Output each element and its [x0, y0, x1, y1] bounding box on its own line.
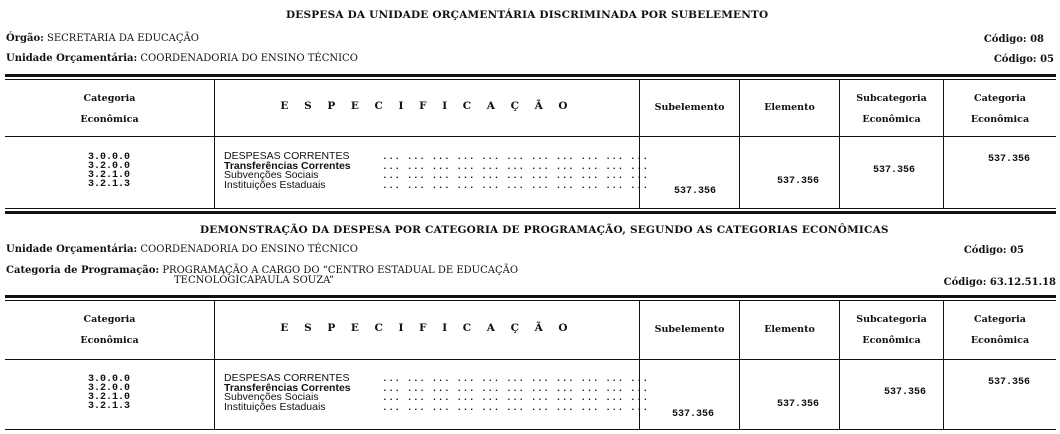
orgao-line [6, 33, 199, 44]
unidade-code-2: Código: 05 [963, 245, 1024, 256]
section2-title: DEMONSTRAÇÃO DA DESPESA POR CATEGORIA DE PROGRAMAÇÃO, SEGUNDO AS CATEGORIAS ECONÔMICAS [200, 224, 889, 236]
table2-header-categoria [5, 314, 214, 346]
table2-divider [214, 301, 215, 429]
code-cell: 3.2.0.0 [88, 383, 131, 394]
code-cell: 3.2.1.3 [88, 401, 131, 412]
table2-dot-leaders: ... ... ... ... ... ... ... ... ... ... ... ... ... ... ... ... ... ... ... ... ... ... ... ... ... ... ... ... ... ... ... ... ... ... ... ... ... ... ... ... ... ... ... ... [382, 373, 649, 413]
unidade-value: COORDENADORIA DO ENSINO TÉCNICO [140, 53, 358, 64]
categoria-programacao-value-1: PROGRAMAÇÃO A CARGO DO “CENTRO ESTADUAL DE EDUCAÇÃO [162, 265, 519, 276]
unidade-line-2 [6, 244, 358, 255]
table2-elemento-value: 537.356 [777, 399, 820, 410]
unidade-value-2: COORDENADORIA DO ENSINO TÉCNICO [140, 244, 358, 255]
table2-divider [739, 301, 740, 429]
table2-header-especificacao: E S P E C I F I C A Ç Ã O [280, 322, 574, 334]
table1-top-rule [5, 74, 1056, 77]
table1-dot-leaders: ... ... ... ... ... ... ... ... ... ... ... ... ... ... ... ... ... ... ... ... ... ... ... ... ... ... ... ... ... ... ... ... ... ... ... ... ... ... ... ... ... ... ... ... [382, 151, 649, 191]
table1-categoria-value: 537.356 [988, 154, 1031, 165]
table2-categoria-value: 537.356 [988, 377, 1031, 388]
table2-header-subelemento: Subelemento [654, 324, 725, 335]
table1-header-rule [5, 136, 1056, 137]
code-cell: 3.2.1.0 [88, 392, 131, 403]
table1-codes [88, 153, 130, 189]
header-text: Econômica [80, 335, 139, 346]
header-text: Categoria [974, 93, 1026, 104]
table1-subcategoria-value: 537.356 [873, 165, 916, 176]
section1-title: DESPESA DA UNIDADE ORÇAMENTÁRIA DISCRIMINADA POR SUBELEMENTO [286, 9, 769, 21]
categoria-programacao-label: Categoria de Programação: [6, 265, 160, 276]
categoria-programacao-value-2: TECNOLÓGICAPAULA SOUZA” [174, 275, 335, 286]
table2-descriptions [224, 374, 351, 412]
table1-top-rule-thin [5, 79, 1056, 80]
desc-cell: DESPESAS CORRENTES [224, 150, 350, 162]
code-cell: 3.2.1.3 [88, 179, 131, 190]
categoria-programacao-code: Código: 63.12.51.18 [943, 277, 1056, 288]
header-text: Econômica [970, 335, 1030, 346]
header-text: Categoria [83, 93, 136, 104]
table1-header-elemento: Elemento [764, 102, 815, 113]
table1-header-especificacao: E S P E C I F I C A Ç Ã O [280, 100, 574, 112]
header-text: Categoria [83, 314, 136, 325]
unidade-code: Código: 05 [993, 54, 1054, 65]
table1-header-subelemento: Subelemento [654, 102, 725, 113]
desc-cell: Transferências Correntes [224, 381, 351, 394]
table2-subelemento-value: 537.356 [672, 409, 715, 420]
table2-header-rule [5, 359, 1056, 360]
table1-bottom-rule [5, 211, 1056, 214]
table2-top-rule [5, 295, 1056, 298]
code-cell: 3.0.0.0 [88, 374, 131, 385]
table1-header-categoria [5, 93, 214, 125]
code-cell: 3.2.0.0 [88, 161, 131, 172]
header-text: Categoria [974, 314, 1026, 325]
orgao-code: Código: 08 [983, 34, 1044, 45]
desc-cell: Instituições Estaduais [224, 400, 326, 413]
desc-cell: DESPESAS CORRENTES [224, 372, 350, 384]
code-cell: 3.0.0.0 [88, 152, 131, 163]
table2-codes [88, 375, 130, 411]
desc-cell: Subvenções Sociais [224, 169, 319, 181]
table2-bottom-rule [5, 429, 1056, 430]
table1-header-subcategoria [840, 93, 943, 125]
table2-subcategoria-value: 537.356 [884, 387, 927, 398]
desc-cell: Transferências Correntes [224, 159, 351, 172]
desc-cell: Instituições Estaduais [224, 178, 326, 191]
header-text: Econômica [862, 114, 921, 125]
unidade-label: Unidade Orçamentária: [6, 53, 138, 64]
table2-header-categoria-economica [944, 314, 1056, 346]
table2-header-elemento: Elemento [764, 324, 815, 335]
table1-subelemento-value: 537.356 [674, 186, 717, 197]
unidade-label-2: Unidade Orçamentária: [6, 244, 138, 255]
table1-elemento-value: 537.356 [777, 176, 820, 187]
code-cell: 3.2.1.0 [88, 170, 131, 181]
table1-descriptions [224, 152, 351, 190]
header-text: Subcategoria [856, 93, 927, 104]
table1-divider [739, 80, 740, 208]
header-text: Econômica [970, 114, 1030, 125]
header-text: Econômica [862, 335, 921, 346]
unidade-line-1 [6, 53, 358, 64]
header-text: Subcategoria [856, 314, 927, 325]
table1-header-categoria-economica [944, 93, 1056, 125]
header-text: Econômica [80, 114, 139, 125]
orgao-value: SECRETARIA DA EDUCAÇÃO [47, 33, 199, 44]
table2-top-rule-thin [5, 300, 1056, 301]
table2-header-subcategoria [840, 314, 943, 346]
table1-bottom-rule-thin [5, 208, 1056, 209]
desc-cell: Subvenções Sociais [224, 391, 319, 403]
orgao-label: Órgão: [6, 33, 44, 44]
